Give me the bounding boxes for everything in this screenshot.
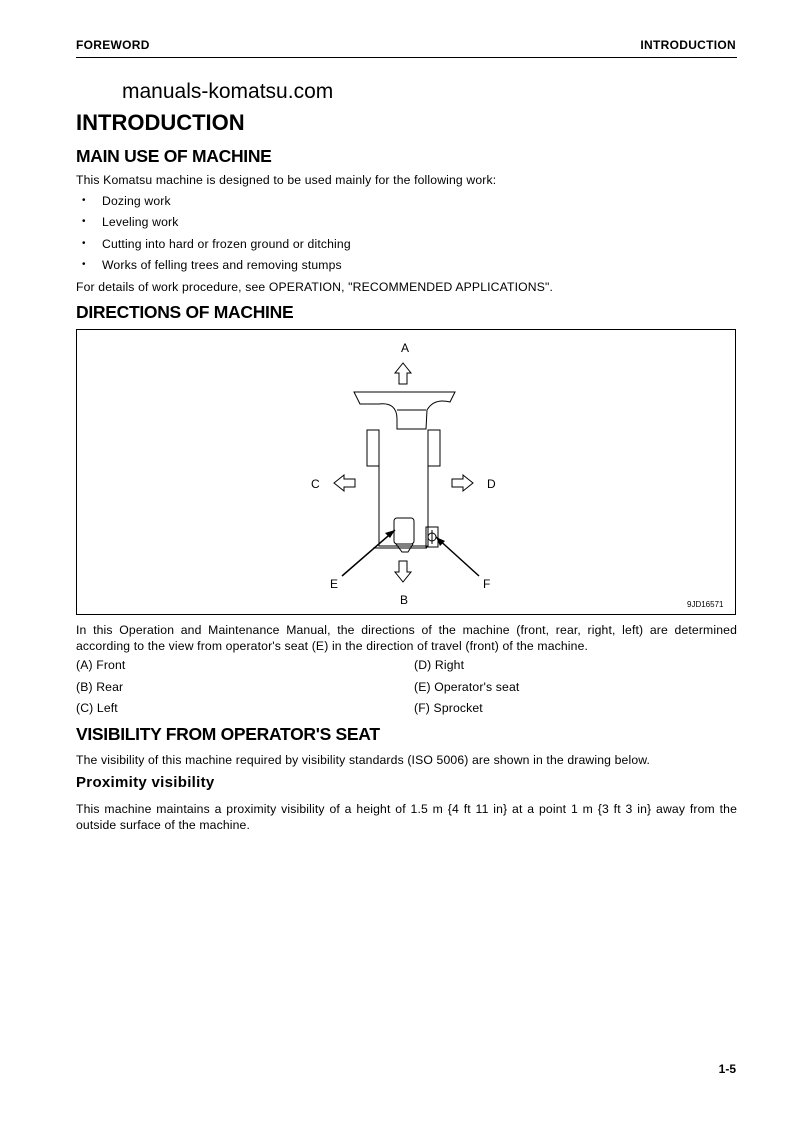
list-item-text: Cutting into hard or frozen ground or ditching: [102, 236, 351, 251]
directions-heading: DIRECTIONS OF MACHINE: [76, 302, 294, 322]
label-b: B: [400, 593, 409, 607]
list-item-text: Dozing work: [102, 194, 171, 208]
figure-code: 9JD16571: [687, 600, 724, 609]
label-c: C: [311, 477, 320, 491]
main-use-details: For details of work procedure, see OPERATION, "RECOMMENDED APPLICATIONS".: [76, 280, 553, 294]
main-use-intro: This Komatsu machine is designed to be used mainly for the following work:: [76, 173, 497, 187]
list-item-text: Leveling work: [102, 215, 179, 230]
main-use-heading: MAIN USE OF MACHINE: [76, 146, 272, 166]
left-track: [367, 430, 379, 466]
list-item: [76, 257, 351, 278]
legend-left: (C) Left: [76, 701, 118, 715]
right-track: [428, 430, 440, 466]
label-f: F: [483, 577, 491, 591]
bullet-marker: •: [82, 195, 86, 206]
bullet-marker: •: [82, 258, 86, 270]
header-chapter-title: INTRODUCTION: [640, 38, 736, 52]
list-item: [76, 193, 351, 214]
list-item-text: Works of felling trees and removing stumps: [102, 257, 342, 272]
header-rule: [76, 57, 737, 58]
machine-diagram: [77, 330, 737, 616]
list-item: [76, 236, 351, 257]
proximity-visibility-body: This machine maintains a proximity visibility of a height of 1.5 m {4 ft 11 in} at a point 1 m {3 ft 3 in} away from the outside surface of the machine.: [76, 802, 737, 832]
legend-operator-seat: (E) Operator's seat: [414, 680, 520, 694]
legend-rear: (B) Rear: [76, 680, 124, 694]
arrow-right: [452, 475, 473, 491]
legend-sprocket: (F) Sprocket: [414, 701, 483, 715]
operator-seat: [394, 518, 414, 544]
main-use-list: [76, 193, 351, 278]
arrow-front: [395, 363, 411, 384]
legend-front: (A) Front: [76, 658, 126, 672]
leader-operator-seat: [342, 530, 395, 576]
header-section-title: FOREWORD: [76, 38, 150, 52]
bullet-marker: •: [82, 237, 86, 249]
visibility-heading: VISIBILITY FROM OPERATOR'S SEAT: [76, 724, 380, 744]
label-e: E: [330, 577, 339, 591]
arrow-left: [334, 475, 355, 491]
visibility-intro: The visibility of this machine required by visibility standards (ISO 5006) are shown in the drawing below.: [76, 753, 651, 767]
machine-body: [379, 430, 428, 546]
label-a: A: [401, 341, 410, 355]
directions-description: In this Operation and Maintenance Manual, the directions of the machine (front, rear, right, left) are determined according to the view from operator's seat (E) in the direction of travel (front) of the machine.: [76, 623, 737, 653]
page-number: 1-5: [718, 1062, 736, 1076]
proximity-visibility-heading: Proximity visibility: [76, 774, 215, 791]
list-item: [76, 214, 351, 235]
label-d: D: [487, 477, 496, 491]
site-watermark: manuals-komatsu.com: [122, 80, 334, 103]
machine-directions-figure: [76, 329, 736, 615]
bullet-marker: •: [82, 216, 86, 228]
legend-right: (D) Right: [414, 658, 465, 672]
page-title: INTRODUCTION: [76, 110, 245, 135]
arrow-rear: [395, 561, 411, 582]
